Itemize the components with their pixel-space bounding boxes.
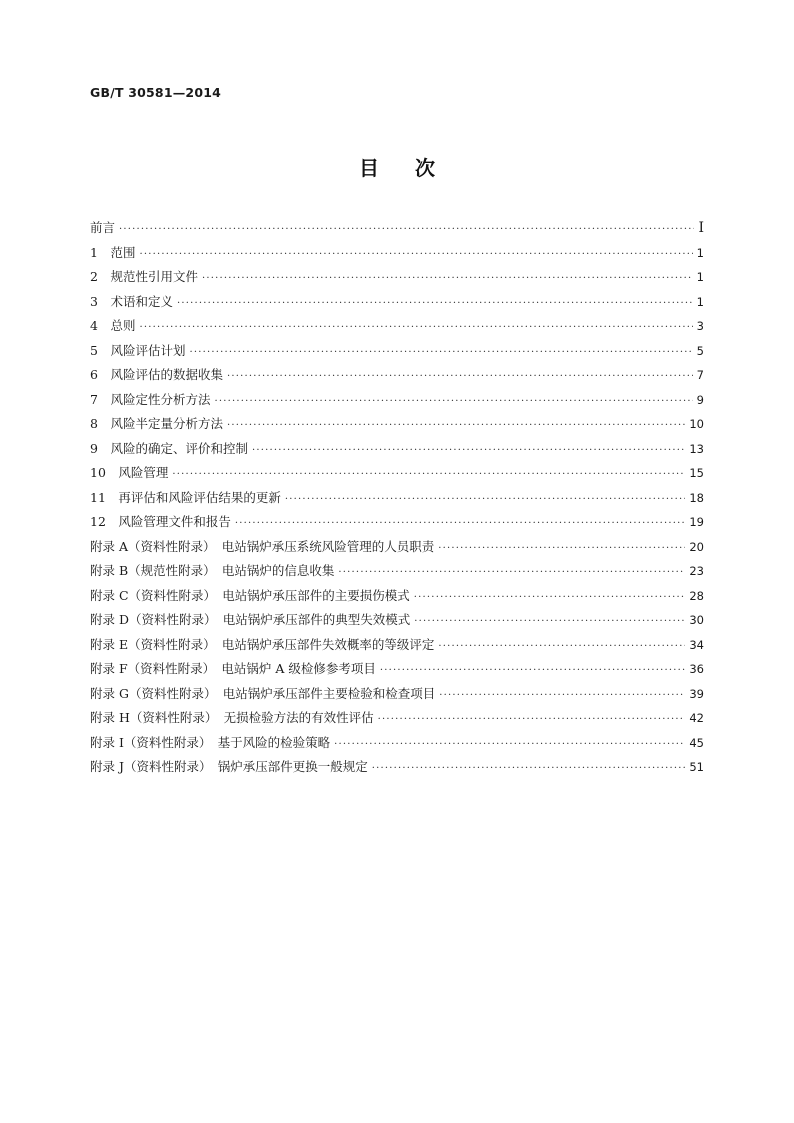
toc-leader-dots [177, 292, 693, 317]
toc-leader-dots [235, 512, 685, 537]
toc-entry-page-number: 28 [689, 588, 704, 603]
toc-leader-dots [119, 218, 694, 243]
table-of-contents [90, 216, 704, 780]
toc-entry-label: 附录 F（资料性附录） 电站锅炉 A 级检修参考项目 [90, 661, 376, 676]
toc-entry-page-number: 13 [689, 441, 704, 456]
toc-entry-page-number: 42 [689, 711, 704, 725]
toc-entry-label: 附录 C（资料性附录） 电站锅炉承压部件的主要损伤模式 [90, 587, 410, 603]
toc-entry-page-number: 20 [689, 539, 704, 554]
toc-entry[interactable] [90, 241, 704, 266]
toc-entry-label: 附录 J（资料性附录） 锅炉承压部件更换一般规定 [90, 759, 368, 774]
toc-entry-label: 1 范围 [90, 244, 136, 260]
page-title: 目次 [359, 156, 471, 180]
toc-leader-dots [227, 365, 693, 390]
toc-leader-dots [214, 390, 692, 415]
toc-entry-page-number: 30 [689, 613, 704, 627]
toc-entry-label: 6 风险评估的数据收集 [90, 367, 223, 382]
toc-leader-dots [227, 414, 685, 439]
toc-leader-dots [189, 341, 692, 366]
toc-entry-page-number: 1 [696, 270, 704, 284]
toc-leader-dots [285, 488, 685, 513]
toc-entry-page-number: 15 [689, 466, 704, 480]
toc-leader-dots [252, 439, 685, 464]
toc-entry-page-number: 5 [696, 343, 704, 358]
toc-entry-page-number: 7 [696, 368, 704, 382]
toc-entry-label: 附录 A（资料性附录） 电站锅炉承压系统风险管理的人员职责 [90, 538, 435, 554]
toc-leader-dots [202, 267, 693, 292]
toc-entry-label: 附录 H（资料性附录） 无损检验方法的有效性评估 [90, 710, 374, 725]
toc-entry-page-number: 1 [696, 294, 704, 309]
toc-entry[interactable] [90, 216, 704, 241]
toc-entry[interactable] [90, 363, 704, 388]
toc-entry[interactable] [90, 559, 704, 584]
toc-entry-label: 附录 E（资料性附录） 电站锅炉承压部件失效概率的等级评定 [90, 636, 435, 652]
toc-entry-label: 8 风险半定量分析方法 [90, 416, 223, 431]
toc-entry-label: 10 风险管理 [90, 465, 169, 480]
toc-entry-page-number: 39 [689, 686, 704, 701]
toc-entry[interactable] [90, 682, 704, 707]
toc-entry-page-number: 19 [689, 515, 704, 529]
toc-entry[interactable] [90, 486, 704, 511]
toc-entry[interactable] [90, 633, 704, 658]
toc-leader-dots [372, 757, 686, 782]
toc-entry[interactable] [90, 437, 704, 462]
toc-leader-dots [438, 635, 685, 660]
toc-entry[interactable] [90, 584, 704, 609]
toc-leader-dots [139, 316, 692, 341]
toc-entry-label: 附录 B（规范性附录） 电站锅炉的信息收集 [90, 563, 335, 578]
toc-entry-page-number: 18 [689, 490, 704, 505]
toc-entry-label: 附录 I（资料性附录） 基于风险的检验策略 [90, 734, 331, 750]
toc-entry[interactable] [90, 461, 704, 486]
toc-entry-page-number: 36 [689, 662, 704, 676]
toc-entry[interactable] [90, 314, 704, 339]
toc-entry[interactable] [90, 510, 704, 535]
toc-entry[interactable] [90, 265, 704, 290]
toc-entry[interactable] [90, 657, 704, 682]
toc-leader-dots [414, 610, 685, 635]
toc-entry-page-number: Ⅰ [698, 220, 704, 236]
toc-entry-page-number: 23 [689, 564, 704, 578]
toc-entry-page-number: 45 [689, 735, 704, 750]
toc-leader-dots [378, 708, 686, 733]
toc-entry[interactable] [90, 339, 704, 364]
toc-entry-label: 前言 [90, 220, 116, 235]
toc-leader-dots [139, 243, 692, 268]
toc-entry[interactable] [90, 388, 704, 413]
toc-entry-label: 2 规范性引用文件 [90, 269, 198, 284]
toc-entry-label: 12 风险管理文件和报告 [90, 514, 231, 529]
toc-leader-dots [438, 537, 685, 562]
toc-entry-label: 4 总则 [90, 318, 136, 333]
toc-entry-label: 附录 D（资料性附录） 电站锅炉承压部件的典型失效模式 [90, 612, 411, 627]
toc-entry[interactable] [90, 290, 704, 315]
toc-entry-page-number: 3 [696, 319, 704, 333]
toc-leader-dots [334, 733, 685, 758]
toc-entry-label: 7 风险定性分析方法 [90, 391, 211, 407]
toc-entry-label: 5 风险评估计划 [90, 342, 186, 358]
toc-entry-page-number: 1 [696, 245, 704, 260]
toc-entry-page-number: 9 [696, 392, 704, 407]
toc-entry[interactable] [90, 706, 704, 731]
toc-entry[interactable] [90, 755, 704, 780]
toc-entry[interactable] [90, 535, 704, 560]
toc-leader-dots [439, 684, 685, 709]
toc-leader-dots [414, 586, 686, 611]
toc-entry-label: 9 风险的确定、评价和控制 [90, 440, 248, 456]
toc-entry-label: 11 再评估和风险评估结果的更新 [90, 489, 281, 505]
toc-entry-label: 附录 G（资料性附录） 电站锅炉承压部件主要检验和检查项目 [90, 685, 436, 701]
toc-leader-dots [338, 561, 685, 586]
standard-code: GB/T 30581—2014 [90, 85, 222, 100]
toc-entry[interactable] [90, 412, 704, 437]
toc-entry[interactable] [90, 731, 704, 756]
toc-leader-dots [380, 659, 685, 684]
toc-entry-label: 3 术语和定义 [90, 293, 173, 309]
toc-entry-page-number: 34 [689, 637, 704, 652]
toc-entry-page-number: 51 [689, 760, 704, 774]
toc-entry[interactable] [90, 608, 704, 633]
toc-entry-page-number: 10 [689, 417, 704, 431]
toc-leader-dots [172, 463, 685, 488]
